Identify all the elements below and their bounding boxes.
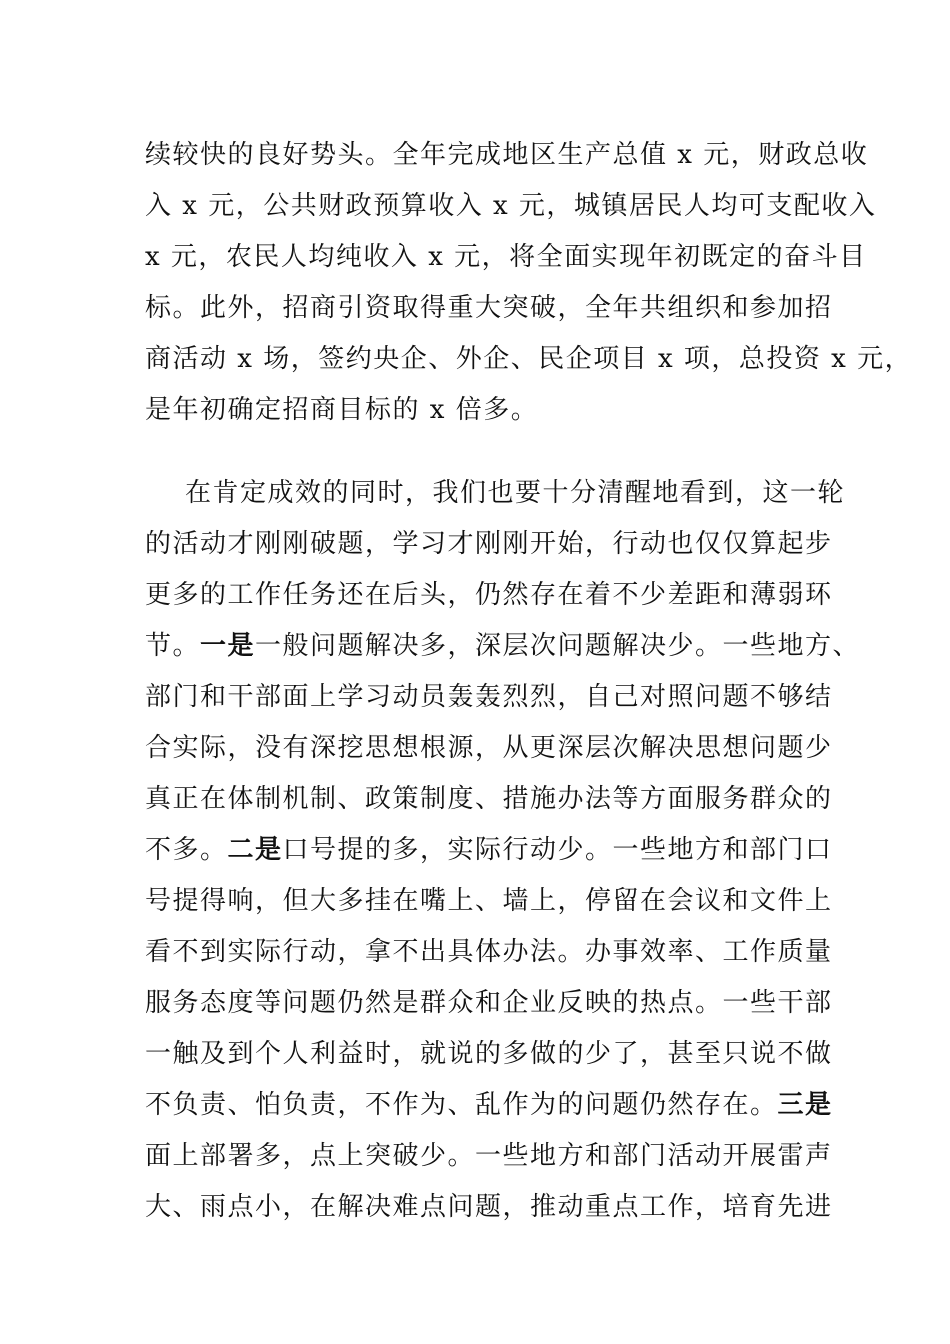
paragraph-line: 入 x 元，公共财政预算收入 x 元，城镇居民人均可支配收入 [145, 191, 877, 221]
paragraph-line [145, 825, 833, 876]
paragraph-line: x 元，农民人均纯收入 x 元，将全面实现年初既定的奋斗目 [145, 242, 867, 272]
paragraph-line [145, 621, 861, 672]
paragraph-line: 号提得响，但大多挂在嘴上、墙上，停留在会议和文件上 [145, 886, 833, 916]
paragraph-gap [145, 436, 825, 468]
text-run: 节。 [145, 631, 201, 661]
paragraph-line: 是年初确定招商目标的 x 倍多。 [145, 395, 539, 425]
paragraph-line: 大、雨点小，在解决难点问题，推动重点工作，培育先进 [145, 1192, 833, 1222]
document-body [145, 130, 913, 1233]
text-run: 口号提的多，实际行动少。一些地方和部门口 [282, 835, 833, 865]
text-run: 一般问题解决多，深层次问题解决少。一些地方、 [255, 631, 861, 661]
paragraph-line: 面上部署多，点上突破少。一些地方和部门活动开展雷声 [145, 1141, 833, 1171]
paragraph-2 [145, 468, 861, 1233]
paragraph-line: 商活动 x 场，签约央企、外企、民企项目 x 项，总投资 x 元， [145, 344, 913, 374]
text-run: 不负责、怕负责，不作为、乱作为的问题仍然存在。 [145, 1090, 778, 1120]
paragraph-line: 一触及到个人利益时，就说的多做的少了，甚至只说不做 [145, 1039, 833, 1069]
paragraph-line: 的活动才刚刚破题，学习才刚刚开始，行动也仅仅算起步 [145, 529, 833, 559]
text-run: 不多。 [145, 835, 228, 865]
paragraph-line: 部门和干部面上学习动员轰轰烈烈，自己对照问题不够结 [145, 682, 833, 712]
paragraph-line: 看不到实际行动，拿不出具体办法。办事效率、工作质量 [145, 937, 833, 967]
paragraph-line: 真正在体制机制、政策制度、措施办法等方面服务群众的 [145, 784, 833, 814]
paragraph-line: 合实际，没有深挖思想根源，从更深层次解决思想问题少 [145, 733, 833, 763]
paragraph-line: 更多的工作任务还在后头，仍然存在着不少差距和薄弱环 [145, 580, 833, 610]
paragraph-line [145, 1080, 833, 1131]
point-marker-one: 一是 [200, 631, 256, 661]
point-marker-three: 三是 [777, 1090, 833, 1120]
paragraph-1 [145, 130, 913, 436]
point-marker-two: 二是 [227, 835, 283, 865]
paragraph-line: 续较快的良好势头。全年完成地区生产总值 x 元，财政总收 [145, 140, 869, 170]
paragraph-line: 服务态度等问题仍然是群众和企业反映的热点。一些干部 [145, 988, 833, 1018]
paragraph-line: 标。此外，招商引资取得重大突破，全年共组织和参加招 [145, 293, 833, 323]
paragraph-line: 在肯定成效的同时，我们也要十分清醒地看到，这一轮 [185, 478, 846, 508]
